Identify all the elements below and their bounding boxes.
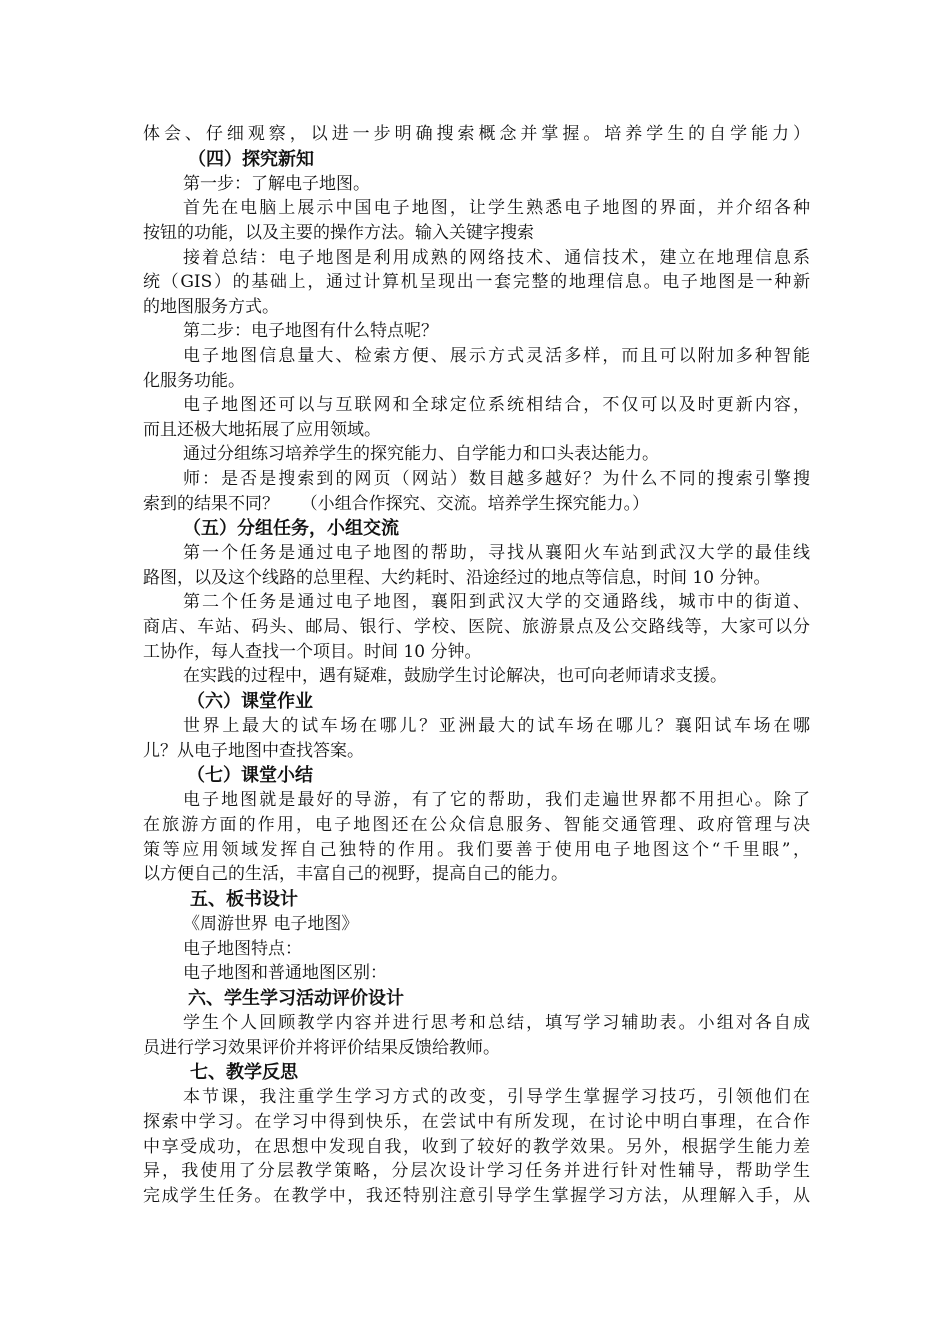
- paragraph-line: 完成学生任务。在教学中，我还特别注意引导学生掌握学习方法，从理解入手，从: [143, 1185, 810, 1206]
- section-5-heading: （五）分组任务，小组交流: [183, 518, 399, 540]
- paragraph-line: 电子地图信息量大、检索方便、展示方式灵活多样，而且可以附加多种智能: [183, 345, 810, 366]
- paragraph-line: 的地图服务方式。: [143, 296, 279, 317]
- document-page: [143, 122, 810, 1208]
- paragraph-line: 工协作，每人查找一个项目。时间 10 分钟。: [143, 641, 482, 662]
- board-line: 《周游世界 电子地图》: [183, 913, 359, 934]
- section-6-heading: （六）课堂作业: [187, 690, 313, 712]
- paragraph-line: 学生个人回顾教学内容并进行思考和总结，填写学习辅助表。小组对各自成: [183, 1012, 810, 1033]
- step-1-line: 第一步：了解电子地图。: [183, 173, 370, 194]
- paragraph-line: 员进行学习效果评价并将评价结果反馈给教师。: [143, 1037, 500, 1058]
- board-line: 电子地图和普通地图区别：: [183, 963, 387, 984]
- paragraph-line: 按钮的功能，以及主要的操作方法。输入关键字搜索: [143, 222, 534, 243]
- paragraph-line: 化服务功能。: [143, 370, 245, 391]
- paragraph-line: 通过分组练习培养学生的探究能力、自学能力和口头表达能力。: [183, 444, 659, 465]
- paragraph-line: 师：是否是搜索到的网页（网站）数目越多越好？为什么不同的搜索引擎搜: [183, 468, 810, 489]
- paragraph-line: 第一个任务是通过电子地图的帮助，寻找从襄阳火车站到武汉大学的最佳线: [183, 543, 810, 564]
- board-design-heading: 五、板书设计: [190, 888, 298, 910]
- paragraph-line: 首先在电脑上展示中国电子地图，让学生熟悉电子地图的界面，并介绍各种: [183, 198, 810, 219]
- paragraph-line: 统（GIS）的基础上，通过计算机呈现出一套完整的地理信息。电子地图是一种新: [143, 272, 810, 293]
- paragraph-line: 接着总结：电子地图是利用成熟的网络技术、通信技术，建立在地理信息系: [183, 247, 810, 268]
- paragraph-line: 本节课，我注重学生学习方式的改变，引导学生掌握学习技巧，引领他们在: [183, 1087, 810, 1108]
- paragraph-line: 策等应用领域发挥自己独特的作用。我们要善于使用电子地图这个“千里眼”，: [143, 839, 810, 860]
- paragraph-line: 第二个任务是通过电子地图，襄阳到武汉大学的交通路线，城市中的街道、: [183, 592, 810, 613]
- paragraph-line: 商店、车站、码头、邮局、银行、学校、医院、旅游景点及公交路线等，大家可以分: [143, 617, 810, 638]
- paragraph-line: 电子地图就是最好的导游，有了它的帮助，我们走遍世界都不用担心。除了: [183, 790, 810, 811]
- paragraph-line: 而且还极大地拓展了应用领域。: [143, 419, 381, 440]
- evaluation-heading: 六、学生学习活动评价设计: [188, 987, 404, 1009]
- reflection-heading: 七、教学反思: [190, 1062, 298, 1084]
- paragraph-line: 儿？从电子地图中查找答案。: [143, 740, 364, 761]
- paragraph-line: 路图，以及这个线路的总里程、大约耗时、沿途经过的地点等信息，时间 10 分钟。: [143, 567, 771, 588]
- paragraph-line: 探索中学习。在学习中得到快乐，在尝试中有所发现，在讨论中明白事理，在合作: [143, 1111, 810, 1132]
- section-7-heading: （七）课堂小结: [187, 765, 313, 787]
- step-2-line: 第二步：电子地图有什么特点呢？: [183, 321, 438, 342]
- paragraph-line: 中享受成功，在思想中发现自我，收到了较好的教学效果。另外，根据学生能力差: [143, 1136, 810, 1157]
- paragraph-line: 在旅游方面的作用，电子地图还在公众信息服务、智能交通管理、政府管理与决: [143, 815, 810, 835]
- paragraph-line: 在实践的过程中，遇有疑难，鼓励学生讨论解决，也可向老师请求支援。: [183, 666, 727, 687]
- section-4-heading: （四）探究新知: [188, 148, 314, 170]
- paragraph-line: 世界上最大的试车场在哪儿？亚洲最大的试车场在哪儿？襄阳试车场在哪: [183, 716, 810, 737]
- paragraph-line: 索到的结果不同？ （小组合作探究、交流。培养学生探究能力。）: [143, 493, 650, 514]
- intro-line: 体会、仔细观察，以进一步明确搜索概念并掌握。培养学生的自学能力）: [143, 124, 810, 144]
- paragraph-line: 异，我使用了分层教学策略，分层次设计学习任务并进行针对性辅导，帮助学生: [143, 1161, 810, 1182]
- board-line: 电子地图特点：: [183, 938, 302, 959]
- paragraph-line: 电子地图还可以与互联网和全球定位系统相结合，不仅可以及时更新内容，: [183, 395, 810, 416]
- paragraph-line: 以方便自己的生活，丰富自己的视野，提高自己的能力。: [143, 864, 568, 885]
